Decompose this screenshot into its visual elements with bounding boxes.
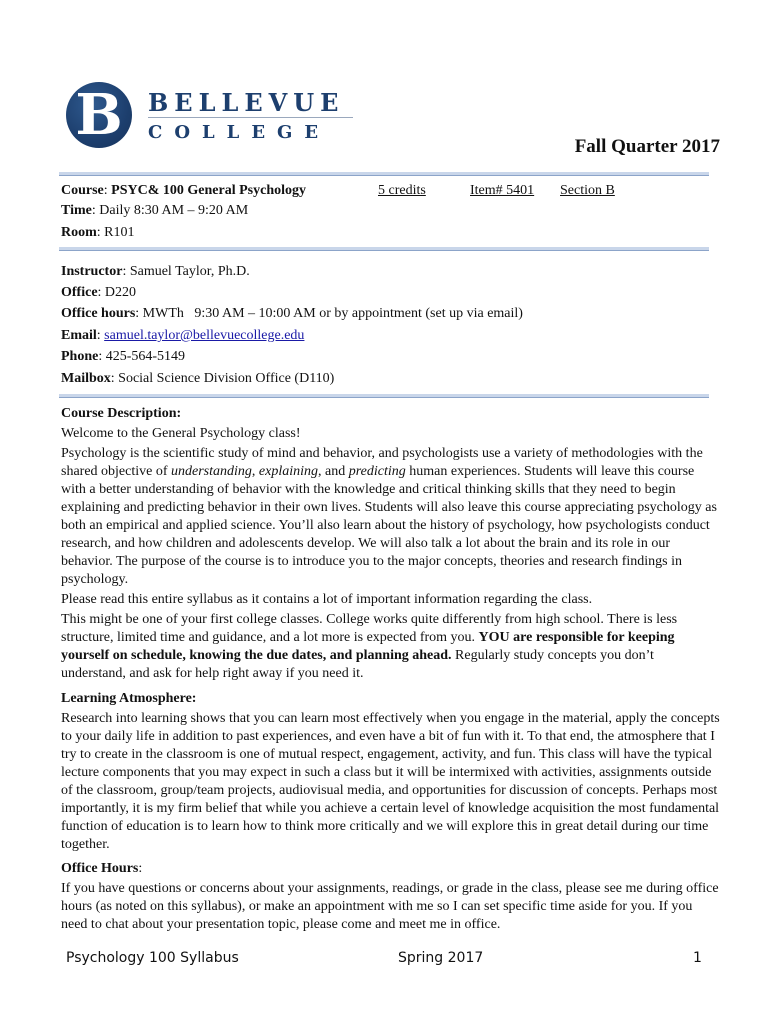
course-value: PSYC& 100 General Psychology [111,183,306,198]
learning-atmosphere-section [61,690,721,856]
office-hours-body: If you have questions or concerns about your assignments, readings, or grade in the class, please see me during office hours (as noted on this syllabus), or make an appointment with me so I can set specific time aside for you. If you need to chat about your presentation topic, please come and meet me in office. [61,881,719,932]
room-label: Room [61,225,97,240]
phone-value: 425-564-5149 [105,349,186,364]
learning-atmosphere-heading: Learning Atmosphere: [61,691,197,706]
page-number: 1 [693,950,702,966]
footer-course-title: Psychology 100 Syllabus [66,950,239,966]
phone-line: Phone: 425-564-5149 [61,349,186,364]
office-value: D220 [104,285,137,300]
room-line: Room: R101 [61,225,135,240]
time-label: Time [61,203,92,218]
footer-term: Spring 2017 [398,950,484,966]
office-hours-value: MWTh 9:30 AM – 10:00 AM or by appointment (set up via email) [142,306,523,321]
logo-word-bellevue: BELLEVUE [148,88,345,117]
item-number: Item# 5401 [470,183,535,198]
learning-atmosphere-body: Research into learning shows that you can learn most effectively when you engage in the material, apply the concepts to your daily life in addition to past experiences, and even have a bit of fun with it. To that end, the atmosphere that I try to create in the classroom is one of mutual respect, engagement, activity, and fun. This class will have the typical lecture components that you may expect in such a class but it will be intermixed with activities, assignments outside of the classroom, group/team projects, audiovisual media, and opportunities for discussion of concepts. Perhaps most importantly, it is my firm belief that while you achieve a certain level of knowledge acquisition the most fundamental function of education is to learn how to think more critically and we will explore this in great detail during our time together. [61,711,720,852]
term-heading: Fall Quarter 2017 [574,136,720,157]
time-line: Time: Daily 8:30 AM – 9:20 AM [61,203,249,218]
mailbox-value: Social Science Division Office (D110) [118,371,335,386]
credits: 5 credits [378,183,426,198]
welcome-text: Welcome to the General Psychology class! [61,426,301,441]
responsibility-paragraph: This might be one of your first college classes. College works quite differently from high school. There is less structure, limited time and guidance, and a lot more is expected from you. YOU are responsible for keeping yourself on schedule, knowing the due dates, and planning ahead. Regularly study concepts you don’t understand, and ask for help right away if you need it. [61,612,678,681]
course-label: Course [61,183,104,198]
instructor-label: Instructor [61,264,123,279]
office-line: Office: D220 [61,285,137,300]
logo-divider [148,117,353,118]
time-value: Daily 8:30 AM – 9:20 AM [99,203,249,218]
email-link[interactable]: samuel.taylor@bellevuecollege.edu [104,328,305,343]
divider [59,394,709,398]
office-hours-line: Office hours: MWTh 9:30 AM – 10:00 AM or by appointment (set up via email) [61,306,523,321]
read-syllabus-text: Please read this entire syllabus as it contains a lot of important information regarding the class. [61,592,593,607]
phone-label: Phone [61,349,99,364]
email-line: Email: samuel.taylor@bellevuecollege.edu [61,328,305,343]
mailbox-label: Mailbox [61,371,111,386]
section: Section B [560,183,615,198]
divider [59,172,709,176]
course-description-heading: Course Description: [61,406,182,421]
email-label: Email [61,328,97,343]
divider [59,247,709,251]
logo-word-college: COLLEGE [148,122,331,143]
office-hours-heading: Office Hours [61,861,139,876]
instructor-value: Samuel Taylor, Ph.D. [129,264,250,279]
room-value: R101 [104,225,135,240]
course-line: Course: PSYC& 100 General Psychology [61,183,306,198]
bellevue-college-logo [66,82,366,154]
office-label: Office [61,285,98,300]
logo-initial: B [75,82,123,148]
office-hours-section: Office Hours: If you have questions or concerns about your assignments, readings, or grade in the class, please see me during office hours (as noted on this syllabus), or make an appointment with me so I can set specific time aside for you. If you need to chat about your presentation topic, please come and meet me in office. [61,860,721,936]
mailbox-line: Mailbox: Social Science Division Office (D110) [61,371,335,386]
office-hours-label: Office hours [61,306,136,321]
instructor-line: Instructor: Samuel Taylor, Ph.D. [61,264,250,279]
course-description-section [61,405,721,685]
description-paragraph: Psychology is the scientific study of mind and behavior, and psychologists use a variety of methodologies with the shared objective of understanding, explaining, and predicting human experiences. Students will leave this course with a better understanding of behavior with the knowledge and critical thinking skills that they need to begin explaining and predicting behavior in their own lives. Students will also leave this course appreciating psychology as both an empirical and applied science. You’ll also learn about the history of psychology, how psychologists conduct research, and how children and adolescents develop. We will also talk a lot about the brain and its role in our behavior. The purpose of the course is to introduce you to the major concepts, theories and research findings in psychology. [61,446,717,587]
